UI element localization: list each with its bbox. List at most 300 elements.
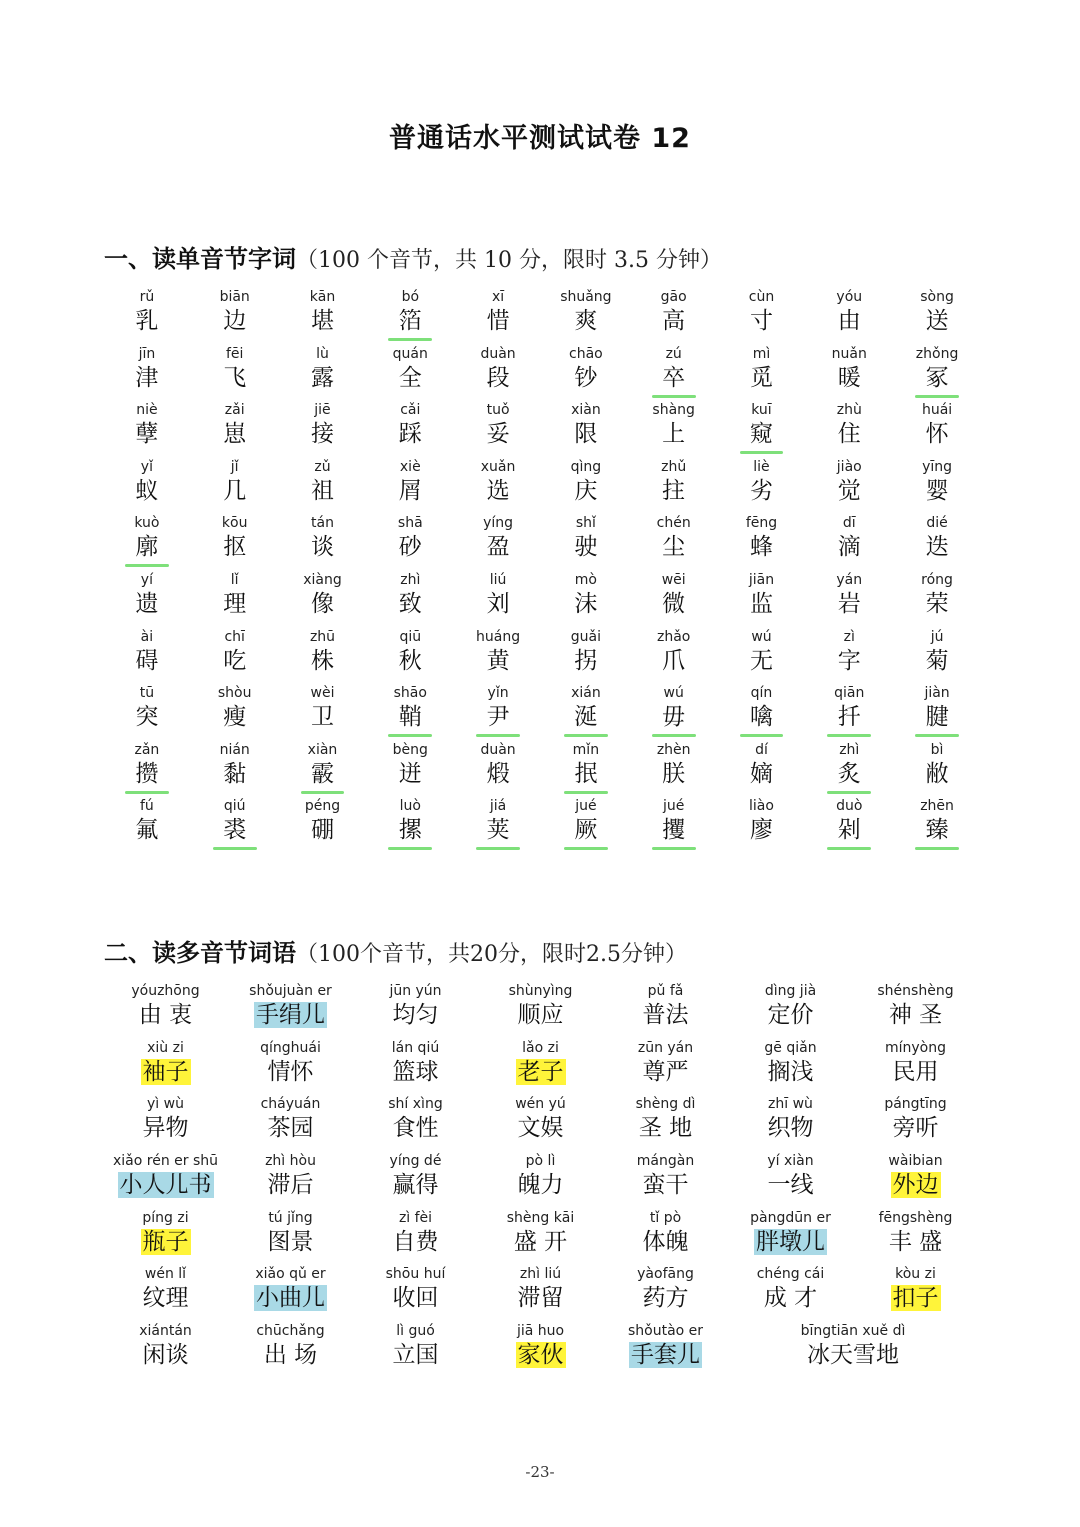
hanzi: 敝 (925, 760, 949, 787)
pinyin: kān (309, 289, 336, 305)
hanzi: 碍 (135, 647, 159, 674)
pinyin: shǒujuàn er (249, 983, 332, 999)
hanzi: 窥 (749, 421, 773, 448)
character-cell (893, 458, 981, 515)
word-cell (228, 1039, 353, 1096)
character-cell (191, 401, 279, 458)
pinyin: xiàng (303, 571, 342, 588)
pinyin: zhēn (920, 798, 954, 815)
pinyin: ài (140, 628, 154, 645)
pinyin: shèng dì (635, 1096, 696, 1113)
highlighted-word: 老子 (517, 1058, 564, 1085)
character-cell (718, 684, 806, 741)
character-cell (366, 345, 454, 402)
hanzi: 拐 (574, 647, 598, 674)
pinyin: dié (926, 515, 948, 532)
pinyin: zhǒng (915, 345, 959, 362)
character-cell (366, 628, 454, 685)
pinyin: jú (930, 628, 944, 645)
word: 一线 (767, 1172, 814, 1199)
hanzi: 字 (837, 647, 861, 674)
word-cell (603, 1265, 728, 1322)
pinyin: duò (836, 798, 863, 815)
character-cell (191, 741, 279, 798)
pinyin: fú (139, 798, 154, 815)
word-cell (853, 1209, 978, 1266)
word: 由 衷 (138, 1002, 193, 1028)
hanzi: 上 (662, 421, 686, 448)
character-cell (191, 514, 279, 571)
hanzi: 涎 (574, 704, 598, 731)
character-cell (630, 401, 718, 458)
pinyin: bèng (392, 741, 428, 758)
word-cell (603, 982, 728, 1039)
character-cell (630, 628, 718, 685)
pinyin: cǎi (400, 402, 421, 419)
hanzi: 拄 (662, 477, 686, 504)
hanzi: 荣 (925, 590, 949, 617)
hanzi: 乳 (135, 308, 159, 334)
hanzi: 抠 (223, 534, 247, 561)
pinyin: bì (930, 741, 944, 758)
highlighted-word: 扣子 (892, 1285, 939, 1312)
hanzi: 沫 (574, 590, 598, 617)
hanzi: 高 (662, 308, 686, 334)
word-cell (478, 1095, 603, 1152)
pinyin: kōu (221, 515, 248, 532)
character-cell (103, 571, 191, 628)
character-cell (893, 571, 981, 628)
hanzi: 霰 (310, 760, 334, 787)
word-cell (353, 1152, 478, 1209)
difficulty-underline (476, 734, 520, 737)
word-cell (228, 1209, 353, 1266)
pinyin: jiā huo (516, 1323, 565, 1340)
character-cell (893, 514, 981, 571)
character-cell (893, 684, 981, 741)
pinyin: yíng (483, 515, 514, 532)
pinyin: xiè (399, 458, 421, 475)
hanzi: 像 (310, 590, 334, 617)
pinyin: tuǒ (486, 402, 510, 419)
hanzi: 全 (398, 364, 422, 391)
pinyin: qìng (570, 458, 602, 475)
difficulty-underline (388, 734, 432, 737)
hanzi: 由 (837, 308, 861, 334)
pinyin: jūn yún (389, 983, 442, 999)
hanzi: 觅 (749, 364, 773, 391)
pinyin: qínghuái (260, 1039, 321, 1056)
difficulty-underline (740, 734, 784, 737)
hanzi: 氟 (135, 817, 159, 844)
difficulty-underline (388, 847, 432, 850)
word: 滞后 (267, 1172, 314, 1199)
difficulty-underline (388, 338, 432, 341)
pinyin: jiào (836, 458, 862, 475)
hanzi: 理 (223, 590, 247, 617)
pinyin: yóu (836, 289, 863, 305)
highlighted-word: 小人儿书 (119, 1172, 212, 1199)
pinyin: mǐn (572, 741, 600, 758)
hanzi: 黏 (223, 760, 247, 787)
word-cell (478, 982, 603, 1039)
word-cell (603, 1209, 728, 1266)
pinyin: péng (304, 798, 341, 815)
word: 滞留 (517, 1285, 564, 1312)
character-cell (279, 458, 367, 515)
pinyin: zūn yán (637, 1039, 694, 1056)
pinyin: xiǎo qǔ er (255, 1266, 326, 1283)
pinyin: lán qiú (391, 1039, 440, 1056)
hanzi: 廓 (135, 534, 159, 561)
hanzi: 婴 (925, 477, 949, 504)
pinyin: zhū (309, 628, 336, 645)
character-cell (542, 401, 630, 458)
word: 纹理 (142, 1285, 189, 1312)
hanzi: 庆 (574, 477, 598, 504)
character-cell (279, 684, 367, 741)
pinyin: mínyòng (884, 1039, 946, 1056)
pinyin: jiàn (924, 685, 950, 702)
character-cell (454, 514, 542, 571)
character-cell (366, 458, 454, 515)
character-cell (366, 514, 454, 571)
hanzi: 妥 (486, 421, 510, 448)
character-cell (366, 571, 454, 628)
pinyin: xiǎo rén er shū (112, 1153, 218, 1170)
character-cell (542, 514, 630, 571)
word-cell (853, 1039, 978, 1096)
word: 异物 (142, 1115, 189, 1142)
character-cell (454, 458, 542, 515)
word-cell (228, 1265, 353, 1322)
character-cell (893, 401, 981, 458)
character-cell (103, 345, 191, 402)
pinyin: mángàn (636, 1153, 695, 1170)
difficulty-underline (564, 734, 608, 737)
hanzi: 暖 (837, 364, 861, 391)
character-cell (191, 628, 279, 685)
character-cell (191, 797, 279, 854)
pinyin: jiē (314, 402, 331, 419)
hanzi: 炙 (837, 760, 861, 787)
character-cell (191, 345, 279, 402)
pinyin: niè (136, 402, 158, 419)
word-cell (728, 1322, 978, 1379)
hanzi: 箔 (398, 308, 422, 334)
hanzi: 飞 (223, 364, 247, 391)
difficulty-underline (125, 791, 169, 794)
hanzi: 惜 (486, 308, 510, 334)
pinyin: huáng (476, 628, 521, 645)
pinyin: shāo (393, 685, 427, 702)
pinyin: pàngdūn er (750, 1209, 831, 1226)
pinyin: shā (397, 515, 423, 532)
word: 立国 (392, 1342, 439, 1369)
pinyin: duàn (480, 345, 516, 362)
word-cell (103, 1322, 228, 1379)
hanzi: 驶 (574, 534, 598, 561)
hanzi: 腱 (925, 704, 949, 731)
character-cell (103, 458, 191, 515)
character-cell (630, 458, 718, 515)
pinyin: xiù zi (147, 1039, 184, 1056)
hanzi: 瘦 (223, 704, 247, 731)
word-cell (603, 1039, 728, 1096)
highlighted-word: 手绢儿 (256, 1002, 325, 1028)
hanzi: 朕 (662, 760, 686, 787)
character-cell (542, 797, 630, 854)
pinyin: zhì hòu (265, 1153, 316, 1170)
section2-note: （100个音节，共20分，限时2.5分钟） (296, 942, 687, 967)
character-cell (630, 684, 718, 741)
word-cell (603, 1152, 728, 1209)
pinyin: shàng (652, 402, 695, 419)
character-cell (542, 458, 630, 515)
pinyin: kuò (134, 515, 160, 532)
difficulty-underline (827, 847, 871, 850)
hanzi: 菊 (925, 647, 949, 674)
pinyin: qiān (834, 685, 865, 702)
hanzi: 岩 (837, 590, 861, 617)
character-cell (366, 741, 454, 798)
character-cell (893, 628, 981, 685)
highlighted-word: 手套儿 (631, 1342, 700, 1369)
word-cell (853, 1152, 978, 1209)
hanzi: 尘 (662, 534, 686, 561)
character-cell (718, 628, 806, 685)
pinyin: yí (140, 571, 153, 588)
pinyin: huái (921, 402, 953, 419)
hanzi: 致 (398, 590, 422, 617)
word-cell (728, 1095, 853, 1152)
character-cell (279, 571, 367, 628)
character-cell (630, 797, 718, 854)
hanzi: 蚁 (135, 477, 159, 504)
word-cell (478, 1152, 603, 1209)
difficulty-underline (915, 734, 959, 737)
pinyin: shèng kāi (506, 1209, 575, 1226)
character-cell (103, 628, 191, 685)
single-syllable-grid (103, 288, 981, 854)
word: 闲谈 (142, 1342, 189, 1369)
hanzi: 硼 (310, 817, 334, 844)
pinyin: jǐ (230, 458, 239, 475)
hanzi: 盈 (486, 534, 510, 561)
pinyin: wèi (310, 685, 335, 702)
character-cell (454, 797, 542, 854)
character-cell (630, 345, 718, 402)
hanzi: 堪 (310, 308, 334, 334)
hanzi: 选 (486, 477, 510, 504)
word: 收回 (392, 1285, 439, 1312)
pinyin: zhǎo (656, 628, 691, 645)
pinyin: yàofāng (637, 1266, 694, 1283)
character-cell (366, 288, 454, 345)
hanzi: 段 (486, 364, 510, 391)
word: 食性 (392, 1115, 439, 1142)
pinyin: nián (219, 741, 250, 758)
section2-heading (104, 933, 687, 968)
word: 丰 盛 (888, 1228, 943, 1255)
pinyin: shǒutào er (627, 1323, 704, 1340)
character-cell (279, 288, 367, 345)
pinyin: yóuzhōng (131, 983, 200, 999)
difficulty-underline (564, 847, 608, 850)
hanzi: 荚 (486, 817, 510, 844)
pinyin: liè (753, 458, 770, 475)
word: 定价 (767, 1002, 814, 1028)
pinyin: xiàn (307, 741, 338, 758)
section1-heading (104, 239, 722, 274)
character-cell (454, 684, 542, 741)
character-cell (366, 684, 454, 741)
pinyin: xī (491, 289, 505, 305)
character-cell (805, 628, 893, 685)
pinyin: yíng dé (389, 1153, 442, 1170)
character-cell (893, 345, 981, 402)
difficulty-underline (301, 791, 345, 794)
word-cell (603, 1095, 728, 1152)
character-cell (542, 288, 630, 345)
character-cell (279, 797, 367, 854)
difficulty-underline (827, 734, 871, 737)
word-cell (853, 982, 978, 1039)
pinyin: fēi (225, 345, 244, 362)
word: 织物 (767, 1115, 814, 1142)
highlighted-word: 家伙 (517, 1342, 564, 1369)
hanzi: 砂 (398, 534, 422, 561)
character-cell (718, 458, 806, 515)
pinyin: tǐ pò (649, 1209, 682, 1226)
word: 成 才 (763, 1285, 818, 1312)
character-cell (718, 571, 806, 628)
pinyin: chén (656, 515, 691, 532)
pinyin: cùn (748, 289, 775, 305)
pinyin: lǐ (230, 571, 239, 588)
word-cell (103, 1039, 228, 1096)
hanzi: 爽 (574, 308, 598, 334)
character-cell (103, 684, 191, 741)
word: 体魄 (642, 1228, 689, 1255)
pinyin: shòu (217, 685, 252, 702)
word: 尊严 (642, 1058, 689, 1085)
hanzi: 几 (223, 477, 247, 504)
character-cell (718, 288, 806, 345)
character-cell (805, 345, 893, 402)
word-cell (728, 1152, 853, 1209)
hanzi: 迭 (925, 534, 949, 561)
pinyin: bīngtiān xuě dì (800, 1323, 906, 1340)
page-number: -23- (525, 1463, 555, 1481)
pinyin: wú (751, 628, 772, 645)
character-cell (805, 401, 893, 458)
hanzi: 刘 (486, 590, 510, 617)
word-cell (853, 1095, 978, 1152)
character-cell (805, 571, 893, 628)
pinyin: wàibian (888, 1153, 943, 1170)
pinyin: xián (571, 685, 601, 702)
character-cell (805, 514, 893, 571)
pinyin: zì fèi (398, 1209, 433, 1226)
character-cell (191, 458, 279, 515)
hanzi: 津 (135, 364, 159, 391)
character-cell (454, 401, 542, 458)
hanzi: 孽 (135, 421, 159, 448)
pinyin: chāo (569, 345, 603, 362)
word: 神 圣 (888, 1002, 943, 1028)
word-cell (103, 1152, 228, 1209)
highlighted-word: 外边 (892, 1172, 939, 1199)
character-cell (103, 288, 191, 345)
pinyin: quán (392, 345, 428, 362)
word-cell (353, 1039, 478, 1096)
pinyin: kòu zi (895, 1266, 936, 1283)
hanzi: 送 (925, 308, 949, 334)
hanzi: 株 (310, 647, 334, 674)
character-cell (542, 345, 630, 402)
character-cell (630, 288, 718, 345)
hanzi: 鞘 (398, 704, 422, 731)
multi-syllable-grid (103, 982, 978, 1379)
pinyin: biān (219, 289, 250, 305)
pinyin: wú (663, 685, 684, 702)
hanzi: 冢 (925, 364, 949, 391)
pinyin: xiántán (139, 1323, 192, 1340)
pinyin: xiàn (571, 402, 601, 419)
hanzi: 裘 (223, 817, 247, 844)
character-cell (542, 741, 630, 798)
hanzi: 寸 (749, 308, 773, 334)
word-cell (728, 1209, 853, 1266)
hanzi: 抿 (574, 760, 598, 787)
pinyin: fēngshèng (878, 1209, 953, 1226)
word: 茶园 (267, 1115, 314, 1142)
word: 药方 (642, 1285, 689, 1312)
word: 自费 (392, 1228, 439, 1255)
character-cell (454, 571, 542, 628)
character-cell (279, 741, 367, 798)
pinyin: wēi (661, 571, 686, 588)
difficulty-underline (827, 791, 871, 794)
pinyin: gāo (660, 289, 687, 305)
character-cell (805, 458, 893, 515)
hanzi: 谈 (310, 534, 334, 561)
word: 搁浅 (767, 1058, 814, 1085)
word-cell (603, 1322, 728, 1379)
character-cell (279, 401, 367, 458)
pinyin: lù (316, 345, 329, 362)
word-cell (728, 1039, 853, 1096)
pinyin: shǐ (575, 515, 596, 532)
word: 情怀 (267, 1058, 314, 1085)
difficulty-underline (213, 847, 257, 850)
word-cell (353, 1265, 478, 1322)
hanzi: 觉 (837, 477, 861, 504)
character-cell (103, 514, 191, 571)
word: 均匀 (392, 1002, 439, 1028)
hanzi: 嫡 (749, 760, 773, 787)
character-cell (454, 628, 542, 685)
character-cell (279, 345, 367, 402)
hanzi: 秋 (398, 647, 422, 674)
word-cell (353, 1095, 478, 1152)
pinyin: jiá (489, 798, 507, 815)
pinyin: nuǎn (831, 345, 867, 362)
character-cell (718, 797, 806, 854)
hanzi: 住 (837, 421, 861, 448)
character-cell (191, 288, 279, 345)
